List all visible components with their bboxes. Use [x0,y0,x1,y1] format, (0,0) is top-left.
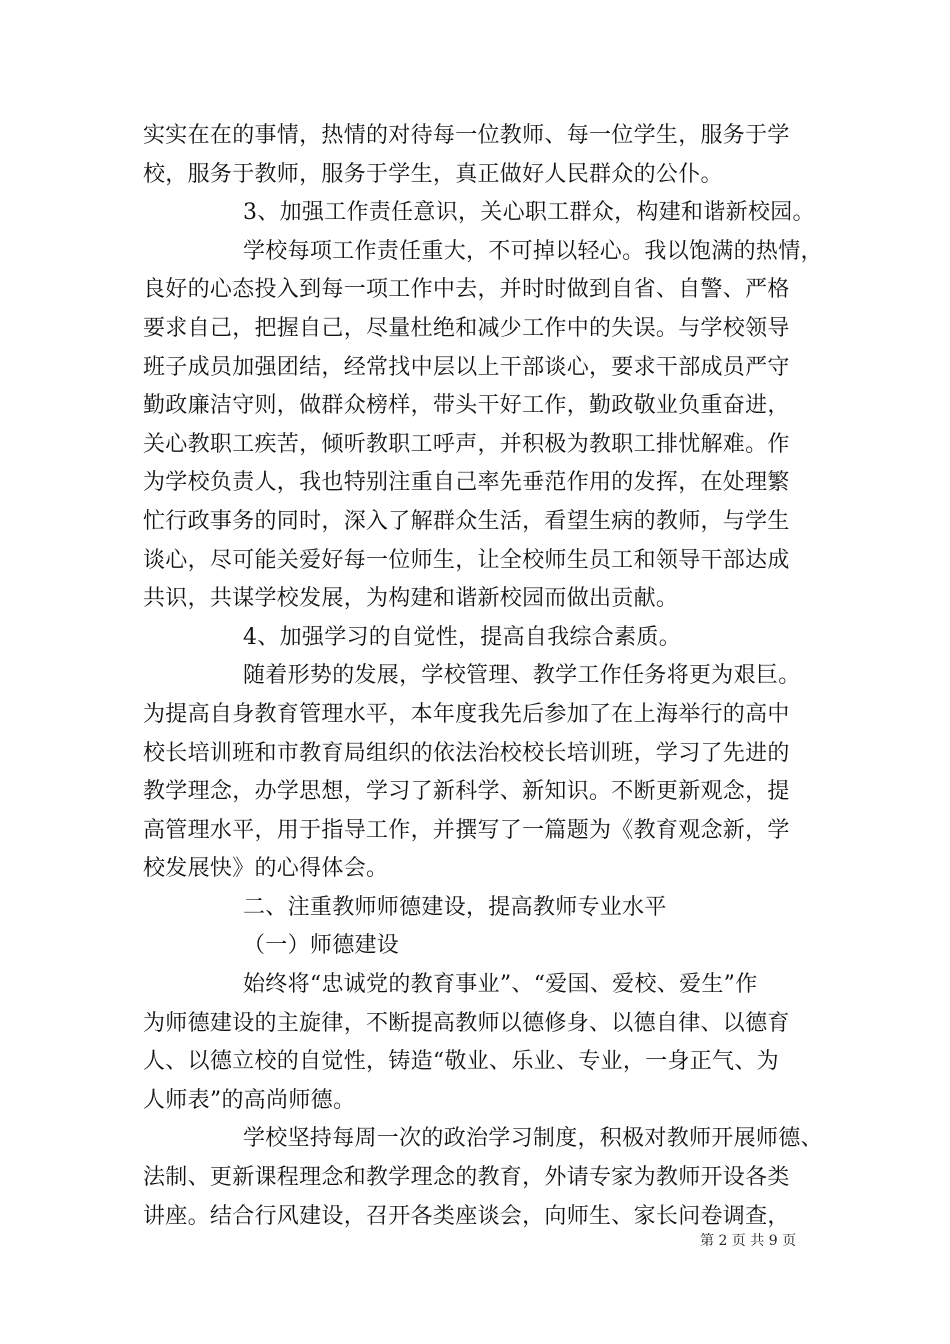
body-text [143,117,823,1236]
text-line: 为学校负责人，我也特别注重自己率先垂范作用的发挥，在处理繁 [143,470,790,496]
text-line: 班子成员加强团结，经常找中层以上干部谈心，要求干部成员严守 [143,354,790,380]
text-line: 忙行政事务的同时，深入了解群众生活，看望生病的教师，与学生 [143,508,790,534]
text-line: 高管理水平，用于指导工作，并撰写了一篇题为《教育观念新，学 [143,817,790,843]
text-line: 随着形势的发展，学校管理、教学工作任务将更为艰巨。 [243,663,801,689]
text-line: 始终将“忠诚党的教育事业”、“爱国、爱校、爱生”作 [243,972,758,998]
text-line: 为师德建设的主旋律，不断提高教师以德修身、以德自律、以德育 [143,1010,790,1036]
text-line: 人、以德立校的自觉性，铸造“敬业、乐业、专业，一身正气、为 [143,1049,779,1075]
text-line: 学校每项工作责任重大，不可掉以轻心。我以饱满的热情， [243,238,823,264]
text-line: 校长培训班和市教育局组织的依法治校校长培训班，学习了先进的 [143,740,790,766]
text-line: 4、加强学习的自觉性，提高自我综合素质。 [243,624,681,650]
text-line: 共识，共谋学校发展，为构建和谐新校园而做出贡献。 [143,586,679,612]
text-line: 学校坚持每周一次的政治学习制度，积极对教师开展师德、 [243,1126,823,1152]
text-line: 二、注重教师师德建设，提高教师专业水平 [243,894,667,920]
text-line: 为提高自身教育管理水平，本年度我先后参加了在上海举行的高中 [143,701,790,727]
text-line: 要求自己，把握自己，尽量杜绝和减少工作中的失误。与学校领导 [143,315,790,341]
text-line: 谈心，尽可能关爱好每一位师生，让全校师生员工和领导干部达成 [143,547,790,573]
text-line: 法制、更新课程理念和教学理念的教育，外请专家为教师开设各类 [143,1165,790,1191]
text-line: （一）师德建设 [243,933,400,959]
text-line: 人师表”的高尚师德。 [143,1087,356,1113]
text-line: 实实在在的事情，热情的对待每一位教师、每一位学生，服务于学 [143,123,790,148]
text-line: 关心教职工疾苦，倾听教职工呼声，并积极为教职工排忧解难。作 [143,431,790,457]
page-number-footer: 第 2 页 共 9 页 [700,1233,797,1249]
text-line: 勤政廉洁守则，做群众榜样，带头干好工作，勤政敬业负重奋进， [143,393,790,419]
text-line: 3、加强工作责任意识，关心职工群众，构建和谐新校园。 [243,200,815,226]
text-line: 校发展快》的心得体会。 [143,856,389,882]
text-line: 讲座。结合行风建设，召开各类座谈会，向师生、家长问卷调查， [143,1203,790,1229]
text-line: 校，服务于教师，服务于学生，真正做好人民群众的公仆。 [143,161,723,187]
text-line: 教学理念，办学思想，学习了新科学、新知识。不断更新观念，提 [143,779,790,805]
text-line: 良好的心态投入到每一项工作中去，并时时做到自省、自警、严格 [143,277,790,303]
